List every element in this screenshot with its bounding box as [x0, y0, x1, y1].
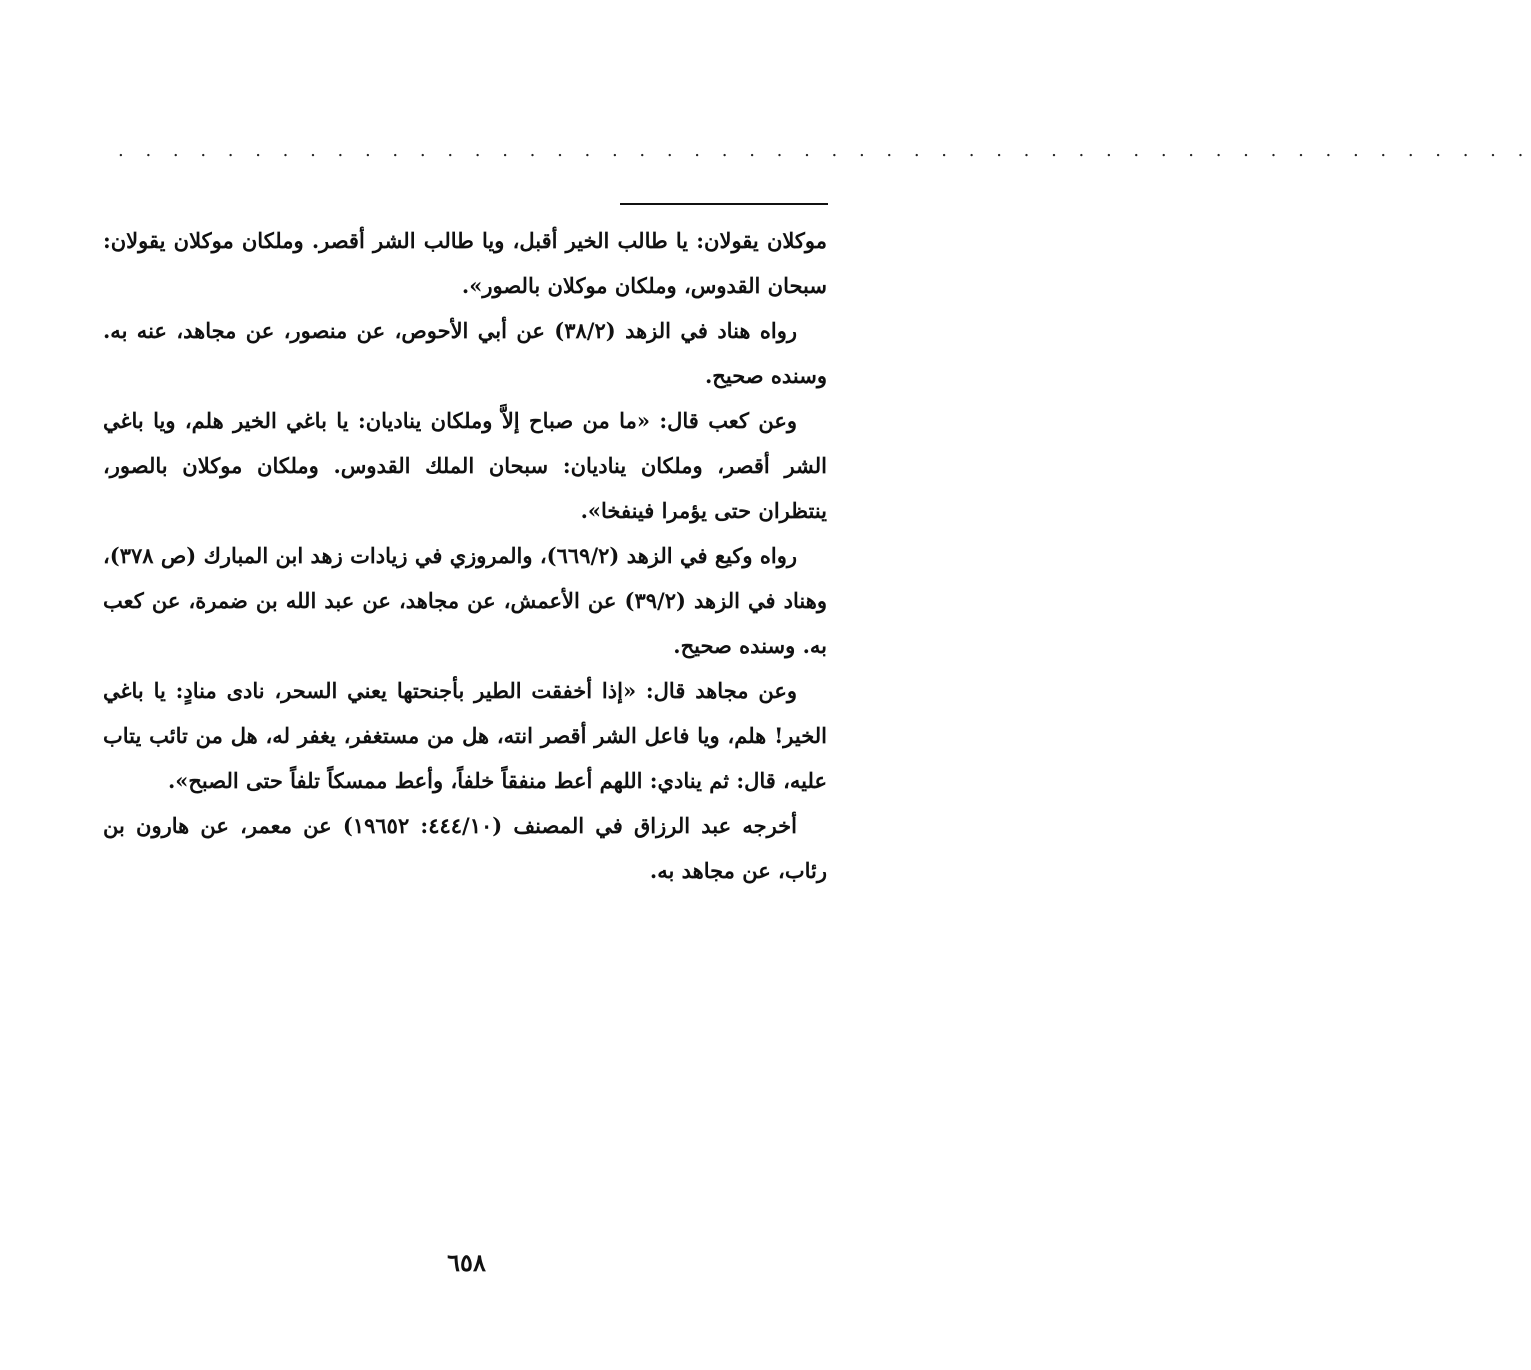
page-number: ٦٥٨ [447, 1248, 486, 1277]
paragraph: وعن كعب قال: «ما من صباح إلاَّ وملكان يناديان: يا باغي الخير هلم، ويا باغي الشر أقصر، وملكان يناديان: سبحان الملك القدوس. وملكان موكلان بالصور، ينتظران حتى يؤمرا فينفخا». [103, 408, 827, 523]
paragraph: موكلان يقولان: يا طالب الخير أقبل، ويا طالب الشر أقصر. وملكان موكلان يقولان: سبحان القدوس، وملكان موكلان بالصور». [103, 228, 827, 298]
footnote-rule [620, 203, 828, 205]
paragraph: رواه وكيع في الزهد (٦٦٩/٢)، والمروزي في زيادات زهد ابن المبارك (ص ٣٧٨)، وهناد في الزهد (٣٩/٢) عن الأعمش، عن مجاهد، عن عبد الله بن ضمرة، عن كعب به. وسنده صحيح. [103, 543, 827, 658]
body-text [103, 218, 827, 893]
paragraph: أخرجه عبد الرزاق في المصنف (٤٤٤/١٠: ١٩٦٥٢) عن معمر، عن هارون بن رئاب، عن مجاهد به. [103, 813, 827, 883]
paragraph: وعن مجاهد قال: «إذا أخفقت الطير بأجنحتها يعني السحر، نادى منادٍ: يا باغي الخير! هلم، ويا فاعل الشر أقصر انته، هل من مستغفر، يغفر له، هل من تائب يتاب عليه، قال: ثم ينادي: اللهم أعط منفقاً خلفاً، وأعط ممسكاً تلفاً حتى الصبح». [103, 678, 827, 793]
dotted-separator: . . . . . . . . . . . . . . . . . . . . . . . . . . . . . . . . . . . . . . . . . . . . . . . . . . . . [118, 140, 1531, 161]
paragraph: رواه هناد في الزهد (٣٨/٢) عن أبي الأحوص، عن منصور، عن مجاهد، عنه به. وسنده صحيح. [103, 318, 827, 388]
